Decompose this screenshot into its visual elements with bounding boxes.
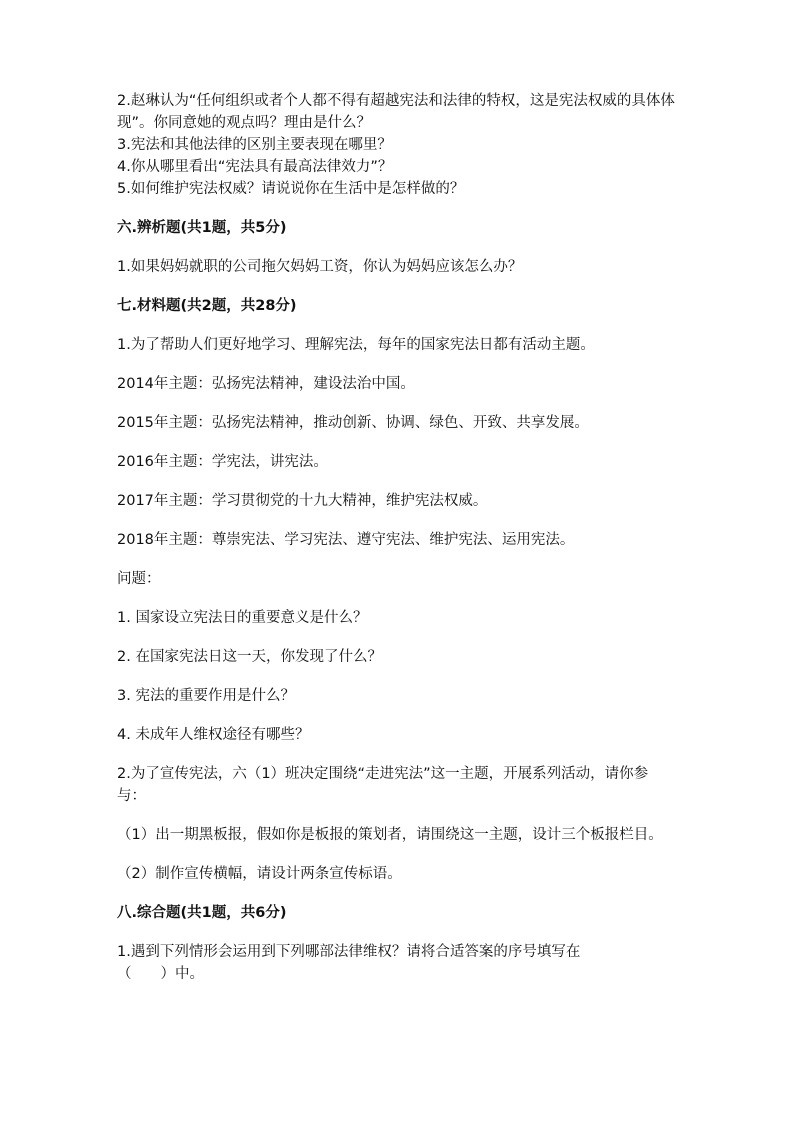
sub-question-4: 4. 未成年人维权途径有哪些？	[117, 727, 310, 743]
section-8-question-1-line-1: 1.遇到下列情形会运用到下列哪部法律维权？请将合适答案的序号填写在	[117, 944, 581, 960]
sub-question-2: 2. 在国家宪法日这一天，你发现了什么？	[117, 649, 382, 665]
theme-2014: 2014年主题：弘扬宪法精神，建设法治中国。	[117, 376, 415, 392]
question-2-part-1: （1）出一期黑板报，假如你是板报的策划者，请围绕这一主题，设计三个板报栏目。	[117, 827, 663, 843]
sub-question-3: 3. 宪法的重要作用是什么？	[117, 688, 295, 704]
question-5: 5.如何维护宪法权威？请说说你在生活中是怎样做的？	[117, 181, 465, 197]
question-3: 3.宪法和其他法律的区别主要表现在哪里？	[117, 137, 392, 153]
section-8-heading: 八.综合题(共1题，共6分)	[117, 905, 287, 921]
exam-page	[117, 90, 677, 985]
questions-label: 问题：	[117, 571, 161, 587]
section-6-question-1: 1.如果妈妈就职的公司拖欠妈妈工资，你认为妈妈应该怎么办？	[117, 259, 523, 275]
theme-2015: 2015年主题：弘扬宪法精神，推动创新、协调、绿色、开致、共享发展。	[117, 415, 589, 431]
question-2-part-2: （2）制作宣传横幅，请设计两条宣传标语。	[117, 866, 402, 882]
question-2: 2.赵琳认为“任何组织或者个人都不得有超越宪法和法律的特权，这是宪法权威的具体体现”。你同意她的观点吗？理由是什么？	[117, 93, 675, 131]
section-7-question-1-intro: 1.为了帮助人们更好地学习、理解宪法，每年的国家宪法日都有活动主题。	[117, 337, 595, 353]
question-4: 4.你从哪里看出“宪法具有最高法律效力”？	[117, 159, 393, 175]
section-6-heading: 六.辨析题(共1题，共5分)	[117, 220, 287, 236]
theme-2016: 2016年主题：学宪法，讲宪法。	[117, 454, 328, 470]
sub-question-1: 1. 国家设立宪法日的重要意义是什么？	[117, 610, 368, 626]
theme-2018: 2018年主题：尊崇宪法、学习宪法、遵守宪法、维护宪法、运用宪法。	[117, 532, 575, 548]
theme-2017: 2017年主题：学习贯彻党的十九大精神，维护宪法权威。	[117, 493, 488, 509]
section-7-question-2-intro: 2.为了宣传宪法，六（1）班决定围绕“走进宪法”这一主题，开展系列活动，请你参与：	[117, 766, 649, 804]
section-8-question-1-line-2: （ ）中。	[117, 966, 204, 982]
section-7-heading: 七.材料题(共2题，共28分)	[117, 298, 297, 314]
